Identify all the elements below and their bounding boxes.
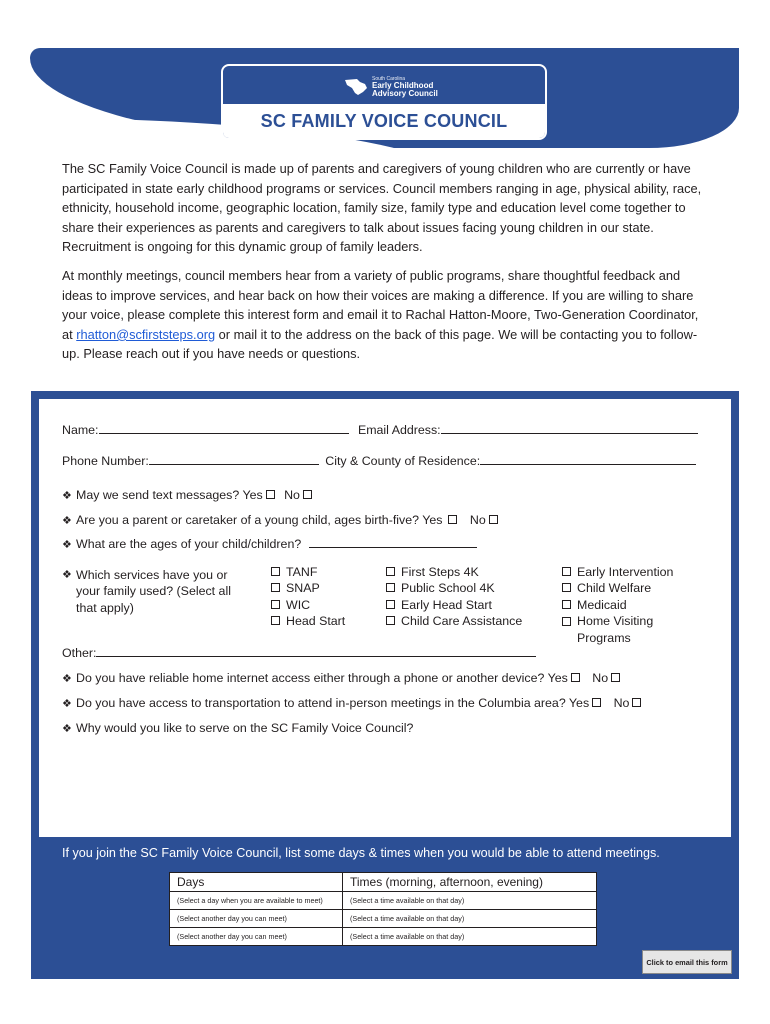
logo-line-2: Early Childhood: [372, 80, 434, 90]
service-checkbox[interactable]: [271, 583, 280, 592]
phone-field[interactable]: [149, 454, 319, 465]
schedule-table: [169, 872, 597, 946]
service-option[interactable]: [562, 613, 672, 646]
page-title: SC FAMILY VOICE COUNCIL: [260, 110, 508, 131]
service-option[interactable]: [386, 580, 522, 596]
internet-no-checkbox[interactable]: [611, 673, 620, 682]
service-checkbox[interactable]: [562, 617, 571, 626]
why-question-label: Why would you like to serve on the SC Family Voice Council?: [76, 721, 414, 735]
diamond-bullet-icon: ❖: [62, 673, 72, 685]
intro-paragraph-1: [62, 159, 712, 257]
other-row: [62, 646, 536, 660]
services-column-1: [271, 564, 345, 630]
time-select[interactable]: (Select a time available on that day): [343, 892, 597, 910]
time-select[interactable]: (Select a time available on that day): [343, 910, 597, 928]
council-logo: [343, 72, 443, 102]
transport-no-label: No: [613, 696, 630, 710]
name-label: Name:: [62, 423, 99, 437]
transport-question: [62, 696, 644, 710]
title-strip: [223, 104, 545, 138]
service-option[interactable]: [562, 580, 673, 596]
internet-no-label: No: [592, 671, 609, 685]
intro-paragraph-2: [62, 266, 712, 364]
service-label: Child Welfare: [577, 581, 652, 596]
service-option[interactable]: [271, 613, 345, 629]
service-label: First Steps 4K: [401, 565, 479, 579]
service-label: Medicaid: [577, 597, 627, 612]
service-checkbox[interactable]: [562, 583, 571, 592]
service-checkbox[interactable]: [271, 600, 280, 609]
times-header: Times (morning, afternoon, evening): [343, 873, 597, 892]
day-select[interactable]: (Select another day you can meet): [170, 910, 343, 928]
service-label: Early Intervention: [577, 565, 674, 579]
service-label: Child Care Assistance: [401, 614, 523, 629]
service-option[interactable]: [562, 597, 673, 613]
diamond-bullet-icon: ❖: [62, 698, 72, 710]
service-checkbox[interactable]: [386, 583, 395, 592]
day-select[interactable]: (Select a day when you are available to meet): [170, 892, 343, 910]
services-question: [62, 567, 242, 616]
service-option[interactable]: [271, 564, 345, 580]
logo-text: [372, 77, 438, 98]
name-field[interactable]: [99, 423, 349, 434]
service-label: Head Start: [286, 614, 346, 629]
phone-row: [62, 454, 696, 468]
text-messages-label: May we send text messages? Yes: [76, 488, 263, 502]
days-header: Days: [170, 873, 343, 892]
service-checkbox[interactable]: [562, 567, 571, 576]
text-messages-yes-checkbox[interactable]: [266, 490, 275, 499]
logo-line-1: South Carolina: [372, 75, 406, 82]
schedule-header-row: [170, 873, 597, 892]
ages-question: [62, 537, 477, 551]
service-checkbox[interactable]: [271, 567, 280, 576]
services-question-label: Which services have you or your family used? (Select all that apply): [76, 568, 231, 615]
service-label: Public School 4K: [401, 581, 495, 596]
parent-no-checkbox[interactable]: [489, 515, 498, 524]
transport-no-checkbox[interactable]: [632, 698, 641, 707]
south-carolina-state-icon: [343, 77, 369, 97]
diamond-bullet-icon: ❖: [62, 515, 72, 527]
logo-line-3: Advisory Council: [372, 88, 438, 98]
internet-question-label: Do you have reliable home internet access either through a phone or another device? Yes: [76, 671, 568, 685]
service-label: Early Head Start: [401, 597, 492, 612]
other-label: Other:: [62, 646, 97, 660]
text-messages-question: [62, 488, 315, 502]
county-field[interactable]: [480, 454, 696, 465]
service-label: SNAP: [286, 581, 320, 596]
diamond-bullet-icon: ❖: [62, 539, 72, 551]
intro-paragraph-2-tail: or mail it to the address on the back of this page. We will be contacting you to follow-up. Please reach out if you have needs or questions.: [62, 326, 698, 362]
service-option[interactable]: [271, 597, 345, 613]
service-option[interactable]: [386, 564, 522, 580]
services-column-2: [386, 564, 522, 630]
phone-label: Phone Number:: [62, 454, 149, 468]
why-question: [62, 721, 413, 735]
service-checkbox[interactable]: [386, 567, 395, 576]
internet-question: [62, 671, 623, 685]
service-option[interactable]: [386, 597, 522, 613]
service-checkbox[interactable]: [386, 600, 395, 609]
service-label: Home Visiting Programs: [577, 614, 654, 645]
parent-no-label: No: [469, 513, 486, 527]
county-label: City & County of Residence:: [325, 454, 481, 468]
service-checkbox[interactable]: [386, 616, 395, 625]
email-label: Email Address:: [357, 423, 441, 437]
internet-yes-checkbox[interactable]: [571, 673, 580, 682]
other-field[interactable]: [96, 646, 536, 657]
table-row: [170, 910, 597, 928]
service-option[interactable]: [386, 613, 522, 629]
text-messages-no-checkbox[interactable]: [303, 490, 312, 499]
transport-question-label: Do you have access to transportation to attend in-person meetings in the Columbia area? Yes: [76, 696, 590, 710]
service-label: WIC: [286, 597, 311, 612]
services-column-3: [562, 564, 673, 646]
service-label: TANF: [286, 565, 318, 579]
day-select[interactable]: (Select another day you can meet): [170, 928, 343, 946]
email-field[interactable]: [441, 423, 698, 434]
parent-question: [62, 513, 501, 527]
service-checkbox[interactable]: [562, 600, 571, 609]
text-messages-no-label: No: [284, 488, 300, 502]
table-row: [170, 892, 597, 910]
diamond-bullet-icon: ❖: [62, 569, 72, 581]
service-option[interactable]: [271, 580, 345, 596]
parent-yes-checkbox[interactable]: [448, 515, 457, 524]
why-answer-area[interactable]: [62, 742, 722, 830]
parent-question-label: Are you a parent or caretaker of a young child, ages birth-five? Yes: [76, 513, 443, 527]
diamond-bullet-icon: ❖: [62, 490, 72, 502]
email-form-button[interactable]: Click to email this form: [642, 950, 732, 974]
service-checkbox[interactable]: [271, 616, 280, 625]
title-box: [221, 64, 547, 140]
ages-field[interactable]: [309, 537, 477, 548]
transport-yes-checkbox[interactable]: [592, 698, 601, 707]
service-option[interactable]: [562, 564, 673, 580]
name-row: [62, 423, 698, 437]
ages-question-label: What are the ages of your child/children?: [76, 537, 302, 551]
schedule-intro: If you join the SC Family Voice Council, list some days & times when you would be able to attend meetings.: [62, 846, 660, 860]
email-link[interactable]: rhatton@scfirststeps.org: [76, 326, 216, 342]
diamond-bullet-icon: ❖: [62, 723, 72, 735]
intro-paragraph-1-text: The SC Family Voice Council is made up of parents and caregivers of young children who are currently or have participated in state early childhood programs or services. Council members ranging in age, physical ability, race, ethnicity, household income, geographic location, family size, family type and education level come together to share their experiences as parents and caregivers to talk about issues facing young children in our state. Recruitment is ongoing for this dynamic group of family leaders.: [62, 161, 702, 255]
time-select[interactable]: (Select a time available on that day): [343, 928, 597, 946]
table-row: [170, 928, 597, 946]
intro-paragraph-2-text: At monthly meetings, council members hear from a variety of public programs, share thoughtful feedback and ideas to improve services, and hear back on how their voices are making a difference. If you are willing to share your voice, please complete this interest form and email it to Rachal Hatton-Moore, Two-Generation Coordinator, at: [62, 268, 699, 342]
